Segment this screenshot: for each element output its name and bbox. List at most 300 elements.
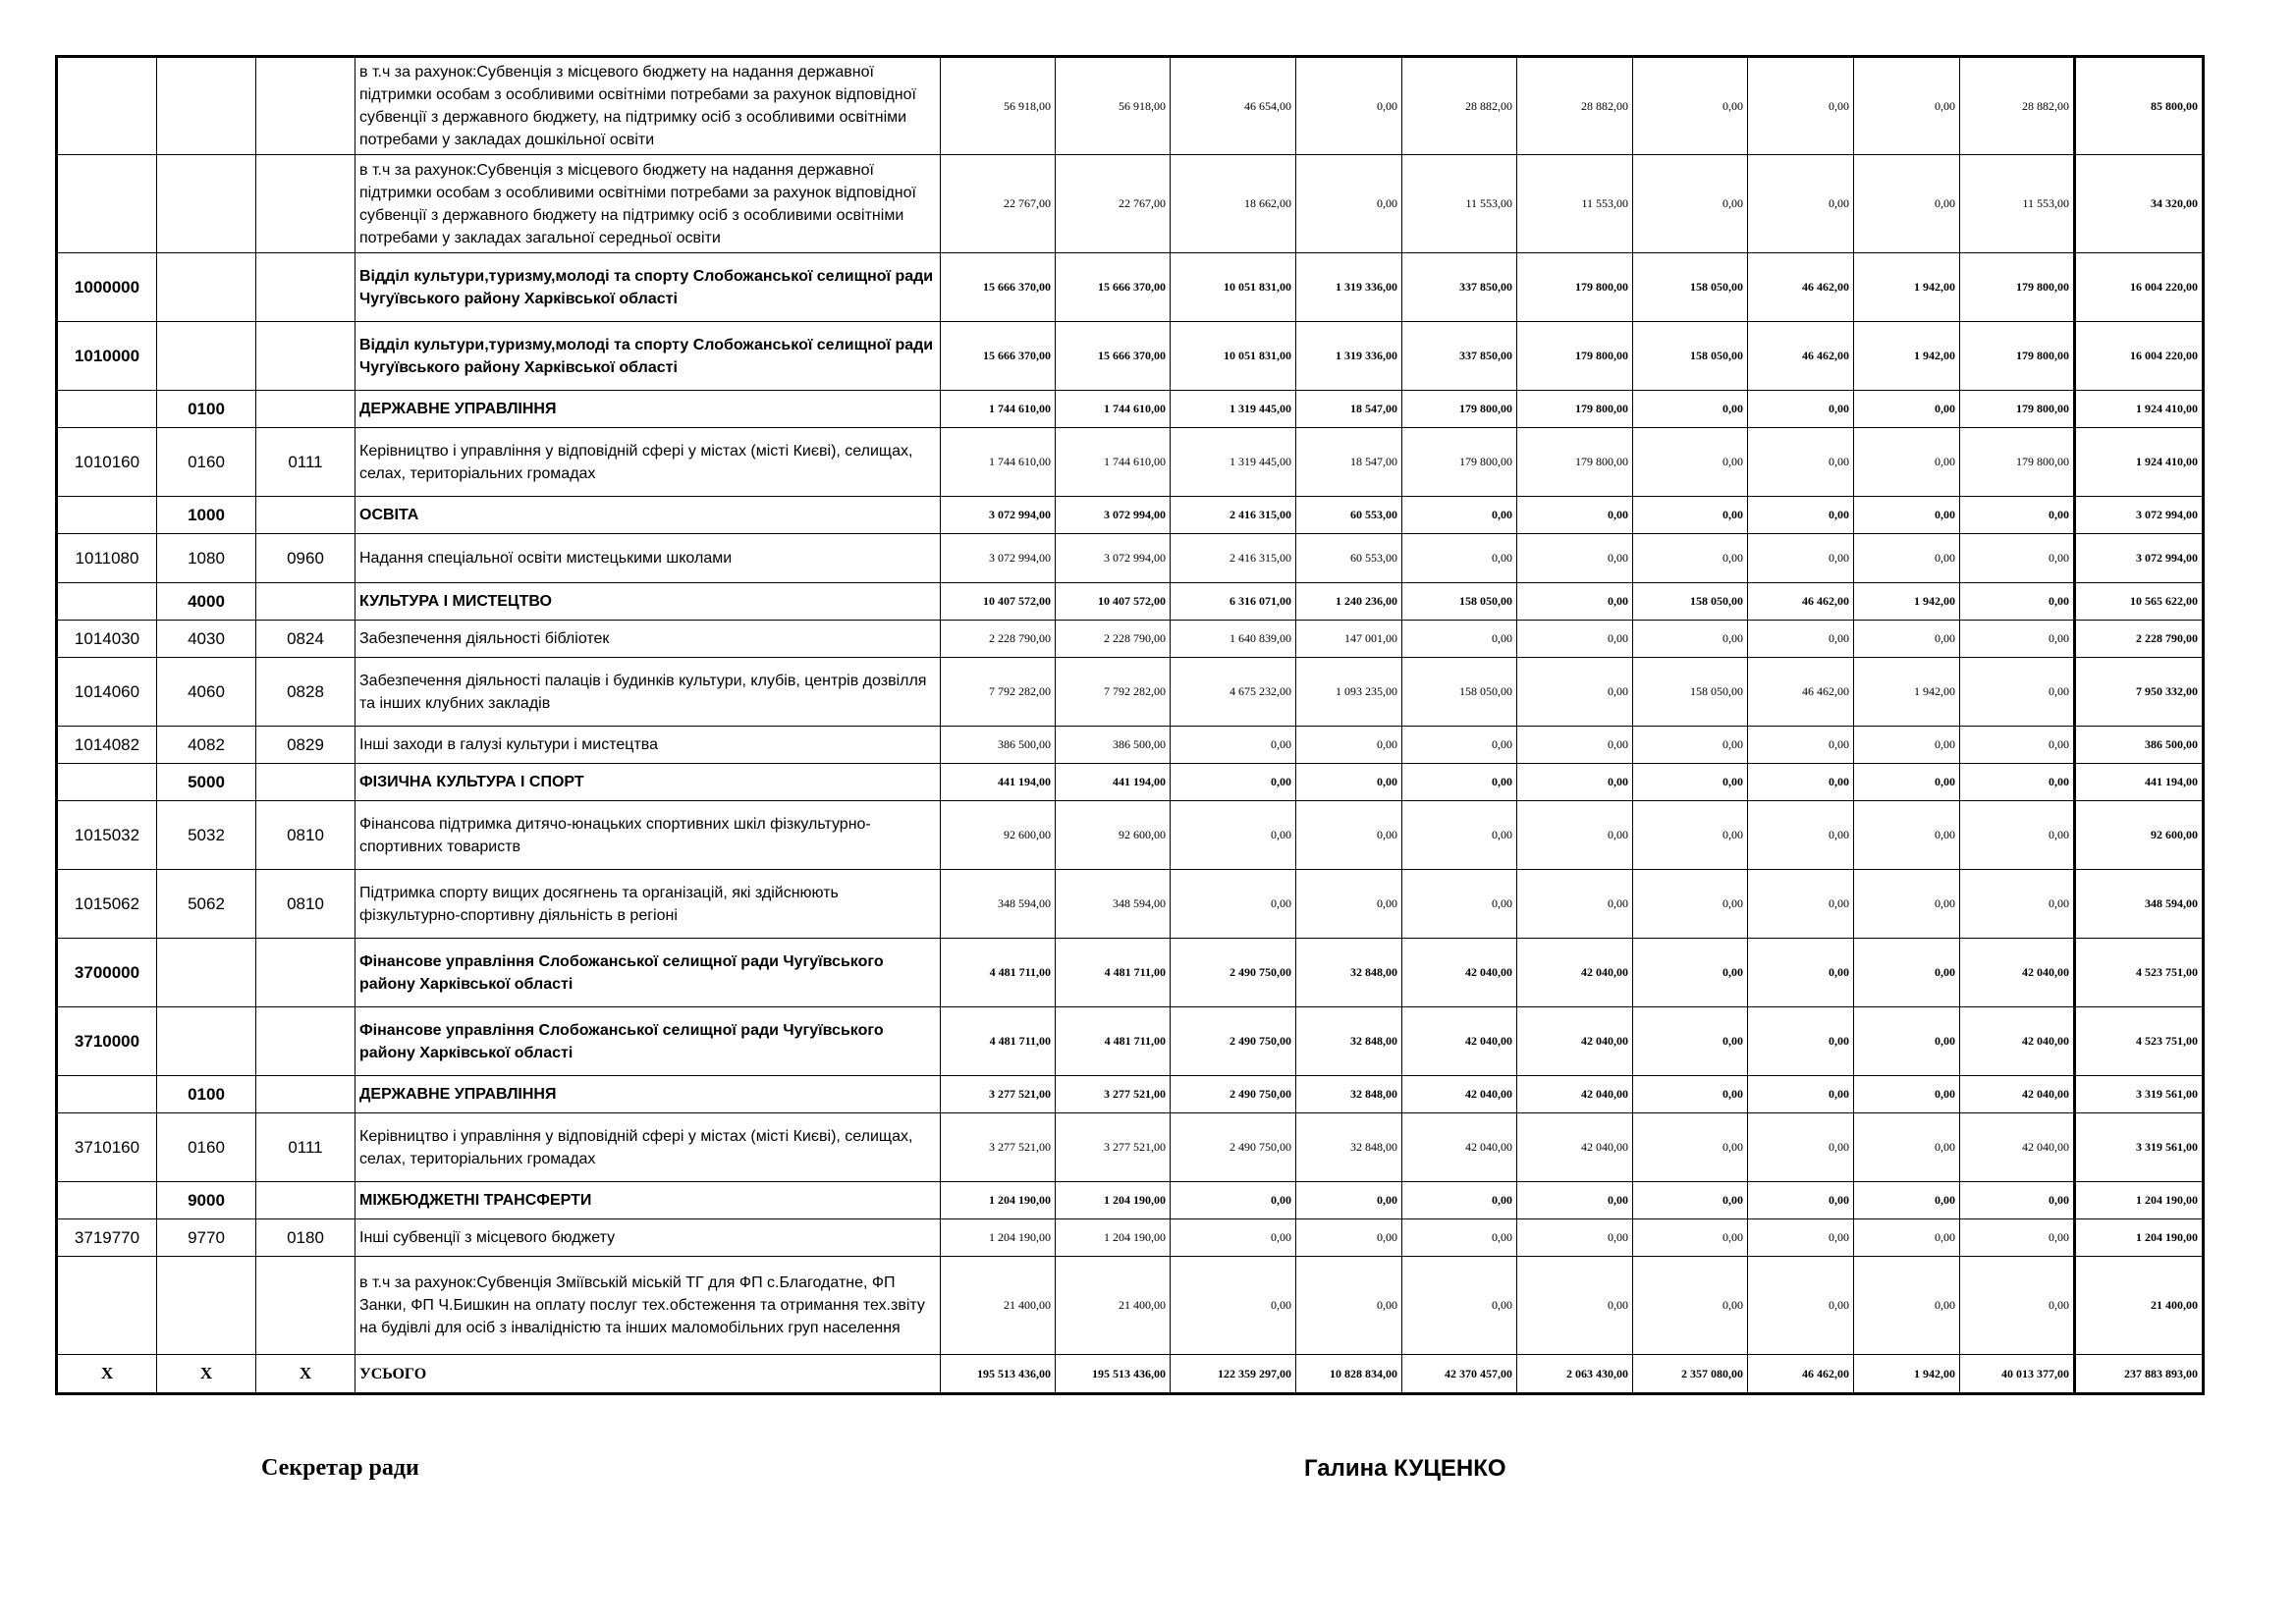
amount-cell: 0,00 (1748, 1182, 1854, 1219)
amount-cell: 42 040,00 (1517, 1113, 1633, 1182)
amount-cell: 0,00 (1402, 1257, 1517, 1355)
amount-cell: 0,00 (1402, 621, 1517, 658)
total-amount-cell: 3 319 561,00 (2075, 1113, 2204, 1182)
budget-program-code-cell: 9000 (157, 1182, 256, 1219)
budget-program-code-cell: 0160 (157, 1113, 256, 1182)
amount-cell: 0,00 (1960, 764, 2075, 801)
budget-program-code-cell: 1080 (157, 534, 256, 583)
total-amount-cell: 348 594,00 (2075, 870, 2204, 939)
amount-cell: 0,00 (1854, 1219, 1960, 1257)
budget-program-code-cell: 9770 (157, 1219, 256, 1257)
amount-cell: 56 918,00 (941, 57, 1056, 155)
functional-code-cell (256, 1007, 355, 1076)
total-amount-cell: 85 800,00 (2075, 57, 2204, 155)
amount-cell: 0,00 (1748, 801, 1854, 870)
amount-cell: 0,00 (1854, 1182, 1960, 1219)
amount-cell: 158 050,00 (1402, 658, 1517, 727)
amount-cell: 0,00 (1748, 1257, 1854, 1355)
amount-cell: 0,00 (1748, 428, 1854, 497)
program-name-cell: Забезпечення діяльності палаців і будинків культури, клубів, центрів дозвілля та інших клубних закладів (355, 658, 941, 727)
amount-cell: 4 481 711,00 (1056, 939, 1171, 1007)
amount-cell: 2 490 750,00 (1171, 1007, 1296, 1076)
amount-cell: 0,00 (1748, 727, 1854, 764)
budget-program-code-cell: 0100 (157, 391, 256, 428)
total-amount-cell: 441 194,00 (2075, 764, 2204, 801)
program-code-cell: 1015062 (57, 870, 157, 939)
amount-cell: 179 800,00 (1960, 428, 2075, 497)
program-code-cell (57, 391, 157, 428)
program-code-cell: 3710000 (57, 1007, 157, 1076)
amount-cell: 348 594,00 (1056, 870, 1171, 939)
amount-cell: 3 277 521,00 (1056, 1113, 1171, 1182)
table-row (57, 1355, 2204, 1394)
amount-cell: 2 416 315,00 (1171, 497, 1296, 534)
amount-cell: 10 051 831,00 (1171, 322, 1296, 391)
table-row (57, 870, 2204, 939)
table-row (57, 155, 2204, 253)
budget-program-code-cell: 4060 (157, 658, 256, 727)
amount-cell: 0,00 (1960, 658, 2075, 727)
amount-cell: 7 792 282,00 (941, 658, 1056, 727)
amount-cell: 0,00 (1748, 1113, 1854, 1182)
amount-cell: 32 848,00 (1296, 1007, 1402, 1076)
amount-cell: 0,00 (1748, 57, 1854, 155)
functional-code-cell: 0810 (256, 801, 355, 870)
table-row (57, 1219, 2204, 1257)
amount-cell: 179 800,00 (1402, 428, 1517, 497)
amount-cell: 42 040,00 (1960, 1076, 2075, 1113)
amount-cell: 195 513 436,00 (1056, 1355, 1171, 1394)
amount-cell: 0,00 (1296, 57, 1402, 155)
amount-cell: 56 918,00 (1056, 57, 1171, 155)
amount-cell: 0,00 (1960, 1219, 2075, 1257)
amount-cell: 0,00 (1171, 1219, 1296, 1257)
amount-cell: 1 942,00 (1854, 1355, 1960, 1394)
amount-cell: 0,00 (1296, 727, 1402, 764)
amount-cell: 4 481 711,00 (1056, 1007, 1171, 1076)
amount-cell: 1 744 610,00 (941, 391, 1056, 428)
amount-cell: 0,00 (1517, 621, 1633, 658)
amount-cell: 0,00 (1854, 764, 1960, 801)
budget-program-code-cell: X (157, 1355, 256, 1394)
amount-cell: 4 481 711,00 (941, 1007, 1056, 1076)
amount-cell: 3 072 994,00 (1056, 497, 1171, 534)
program-name-cell: Підтримка спорту вищих досягнень та організацій, які здійснюють фізкультурно-спортивну діяльність в регіоні (355, 870, 941, 939)
amount-cell: 1 204 190,00 (1056, 1182, 1171, 1219)
amount-cell: 0,00 (1960, 1182, 2075, 1219)
amount-cell: 2 228 790,00 (1056, 621, 1171, 658)
amount-cell: 2 063 430,00 (1517, 1355, 1633, 1394)
amount-cell: 0,00 (1402, 727, 1517, 764)
amount-cell: 0,00 (1854, 534, 1960, 583)
amount-cell: 4 481 711,00 (941, 939, 1056, 1007)
amount-cell: 0,00 (1171, 1257, 1296, 1355)
amount-cell: 179 800,00 (1960, 391, 2075, 428)
amount-cell: 3 072 994,00 (941, 534, 1056, 583)
amount-cell: 0,00 (1633, 534, 1748, 583)
amount-cell: 92 600,00 (1056, 801, 1171, 870)
signature-name: Галина КУЦЕНКО (1304, 1455, 1506, 1482)
total-amount-cell: 3 072 994,00 (2075, 534, 2204, 583)
program-name-cell: ОСВІТА (355, 497, 941, 534)
functional-code-cell: 0824 (256, 621, 355, 658)
amount-cell: 42 040,00 (1960, 1007, 2075, 1076)
total-amount-cell: 1 204 190,00 (2075, 1219, 2204, 1257)
program-name-cell: Відділ культури,туризму,молоді та спорту Слобожанської селищної ради Чугуївського району Харківської області (355, 322, 941, 391)
amount-cell: 15 666 370,00 (1056, 253, 1171, 322)
program-code-cell: 1010160 (57, 428, 157, 497)
program-code-cell: 3710160 (57, 1113, 157, 1182)
functional-code-cell: 0111 (256, 1113, 355, 1182)
amount-cell: 22 767,00 (941, 155, 1056, 253)
program-code-cell (57, 57, 157, 155)
amount-cell: 15 666 370,00 (1056, 322, 1171, 391)
table-row (57, 1007, 2204, 1076)
signature-position: Секретар ради (261, 1455, 419, 1481)
amount-cell: 1 204 190,00 (941, 1219, 1056, 1257)
amount-cell: 0,00 (1517, 1182, 1633, 1219)
amount-cell: 22 767,00 (1056, 155, 1171, 253)
amount-cell: 158 050,00 (1633, 583, 1748, 621)
amount-cell: 1 093 235,00 (1296, 658, 1402, 727)
amount-cell: 10 051 831,00 (1171, 253, 1296, 322)
functional-code-cell: 0960 (256, 534, 355, 583)
amount-cell: 42 370 457,00 (1402, 1355, 1517, 1394)
amount-cell: 0,00 (1633, 391, 1748, 428)
table-row (57, 801, 2204, 870)
amount-cell: 0,00 (1633, 727, 1748, 764)
amount-cell: 0,00 (1517, 727, 1633, 764)
table-row (57, 764, 2204, 801)
amount-cell: 0,00 (1171, 801, 1296, 870)
program-name-cell: в т.ч за рахунок:Субвенція з місцевого бюджету на надання державної підтримки особам з особливими освітніми потребами за рахунок відповідної субвенції з державного бюджету на підтримку осіб з особливими освітніми потребами у закладах загальної середньої освіти (355, 155, 941, 253)
amount-cell: 46 654,00 (1171, 57, 1296, 155)
total-amount-cell: 386 500,00 (2075, 727, 2204, 764)
amount-cell: 10 828 834,00 (1296, 1355, 1402, 1394)
amount-cell: 0,00 (1517, 583, 1633, 621)
amount-cell: 0,00 (1854, 1076, 1960, 1113)
budget-program-code-cell (157, 322, 256, 391)
amount-cell: 0,00 (1633, 939, 1748, 1007)
amount-cell: 0,00 (1402, 764, 1517, 801)
amount-cell: 42 040,00 (1517, 1007, 1633, 1076)
amount-cell: 0,00 (1517, 534, 1633, 583)
amount-cell: 0,00 (1748, 1219, 1854, 1257)
amount-cell: 0,00 (1402, 801, 1517, 870)
amount-cell: 1 204 190,00 (941, 1182, 1056, 1219)
amount-cell: 2 357 080,00 (1633, 1355, 1748, 1394)
amount-cell: 0,00 (1633, 57, 1748, 155)
amount-cell: 0,00 (1854, 939, 1960, 1007)
amount-cell: 0,00 (1748, 939, 1854, 1007)
budget-program-code-cell (157, 155, 256, 253)
amount-cell: 1 942,00 (1854, 322, 1960, 391)
program-code-cell: 1014082 (57, 727, 157, 764)
table-row (57, 534, 2204, 583)
functional-code-cell (256, 1182, 355, 1219)
amount-cell: 0,00 (1296, 155, 1402, 253)
amount-cell: 0,00 (1748, 764, 1854, 801)
amount-cell: 92 600,00 (941, 801, 1056, 870)
functional-code-cell: 0111 (256, 428, 355, 497)
program-name-cell: КУЛЬТУРА І МИСТЕЦТВО (355, 583, 941, 621)
amount-cell: 1 942,00 (1854, 253, 1960, 322)
total-amount-cell: 21 400,00 (2075, 1257, 2204, 1355)
program-name-cell: Інші заходи в галузі культури і мистецтва (355, 727, 941, 764)
functional-code-cell (256, 322, 355, 391)
amount-cell: 0,00 (1854, 727, 1960, 764)
amount-cell: 0,00 (1171, 764, 1296, 801)
amount-cell: 46 462,00 (1748, 322, 1854, 391)
amount-cell: 0,00 (1633, 621, 1748, 658)
amount-cell: 46 462,00 (1748, 658, 1854, 727)
amount-cell: 42 040,00 (1517, 939, 1633, 1007)
amount-cell: 0,00 (1517, 658, 1633, 727)
amount-cell: 179 800,00 (1960, 253, 2075, 322)
amount-cell: 2 228 790,00 (941, 621, 1056, 658)
amount-cell: 0,00 (1748, 497, 1854, 534)
table-row (57, 583, 2204, 621)
budget-program-code-cell: 1000 (157, 497, 256, 534)
amount-cell: 0,00 (1296, 1257, 1402, 1355)
budget-program-code-cell: 0100 (157, 1076, 256, 1113)
amount-cell: 0,00 (1296, 1219, 1402, 1257)
amount-cell: 1 319 445,00 (1171, 391, 1296, 428)
amount-cell: 0,00 (1854, 497, 1960, 534)
amount-cell: 0,00 (1402, 534, 1517, 583)
amount-cell: 0,00 (1633, 801, 1748, 870)
amount-cell: 0,00 (1296, 1182, 1402, 1219)
amount-cell: 0,00 (1402, 870, 1517, 939)
amount-cell: 0,00 (1960, 1257, 2075, 1355)
functional-code-cell (256, 155, 355, 253)
amount-cell: 42 040,00 (1517, 1076, 1633, 1113)
functional-code-cell (256, 1257, 355, 1355)
amount-cell: 0,00 (1402, 1182, 1517, 1219)
functional-code-cell (256, 57, 355, 155)
amount-cell: 0,00 (1296, 801, 1402, 870)
amount-cell: 0,00 (1296, 764, 1402, 801)
amount-cell: 441 194,00 (1056, 764, 1171, 801)
amount-cell: 46 462,00 (1748, 583, 1854, 621)
amount-cell: 0,00 (1633, 870, 1748, 939)
amount-cell: 0,00 (1854, 1113, 1960, 1182)
functional-code-cell (256, 1076, 355, 1113)
program-name-cell: Інші субвенції з місцевого бюджету (355, 1219, 941, 1257)
budget-table (55, 55, 2205, 1395)
program-name-cell: Фінансове управління Слобожанської селищної ради Чугуївського району Харківської області (355, 1007, 941, 1076)
program-name-cell: ДЕРЖАВНЕ УПРАВЛІННЯ (355, 391, 941, 428)
amount-cell: 0,00 (1517, 870, 1633, 939)
amount-cell: 42 040,00 (1402, 939, 1517, 1007)
amount-cell: 60 553,00 (1296, 534, 1402, 583)
amount-cell: 179 800,00 (1402, 391, 1517, 428)
total-amount-cell: 4 523 751,00 (2075, 1007, 2204, 1076)
amount-cell: 10 407 572,00 (1056, 583, 1171, 621)
amount-cell: 28 882,00 (1402, 57, 1517, 155)
total-amount-cell: 10 565 622,00 (2075, 583, 2204, 621)
amount-cell: 18 662,00 (1171, 155, 1296, 253)
amount-cell: 0,00 (1854, 391, 1960, 428)
total-amount-cell: 3 319 561,00 (2075, 1076, 2204, 1113)
amount-cell: 1 744 610,00 (1056, 391, 1171, 428)
amount-cell: 0,00 (1633, 155, 1748, 253)
amount-cell: 46 462,00 (1748, 253, 1854, 322)
program-name-cell: Фінансова підтримка дитячо-юнацьких спортивних шкіл фізкультурно-спортивних товариств (355, 801, 941, 870)
amount-cell: 1 319 445,00 (1171, 428, 1296, 497)
table-row (57, 1257, 2204, 1355)
amount-cell: 2 490 750,00 (1171, 1113, 1296, 1182)
amount-cell: 1 744 610,00 (1056, 428, 1171, 497)
amount-cell: 46 462,00 (1748, 1355, 1854, 1394)
amount-cell: 3 072 994,00 (941, 497, 1056, 534)
amount-cell: 2 490 750,00 (1171, 939, 1296, 1007)
amount-cell: 42 040,00 (1960, 939, 2075, 1007)
amount-cell: 179 800,00 (1960, 322, 2075, 391)
amount-cell: 3 277 521,00 (941, 1076, 1056, 1113)
functional-code-cell (256, 583, 355, 621)
amount-cell: 0,00 (1633, 764, 1748, 801)
table-row (57, 428, 2204, 497)
total-amount-cell: 1 924 410,00 (2075, 391, 2204, 428)
program-name-cell: в т.ч за рахунок:Субвенція з місцевого бюджету на надання державної підтримки особам з особливими освітніми потребами за рахунок відповідної субвенції з державного бюджету, на підтримку осіб з особливими освітніми потребами у закладах дошкільної освіти (355, 57, 941, 155)
functional-code-cell (256, 939, 355, 1007)
amount-cell: 386 500,00 (1056, 727, 1171, 764)
amount-cell: 0,00 (1960, 583, 2075, 621)
amount-cell: 0,00 (1960, 497, 2075, 534)
total-amount-cell: 92 600,00 (2075, 801, 2204, 870)
program-code-cell (57, 155, 157, 253)
program-code-cell: X (57, 1355, 157, 1394)
amount-cell: 32 848,00 (1296, 1076, 1402, 1113)
functional-code-cell: X (256, 1355, 355, 1394)
amount-cell: 386 500,00 (941, 727, 1056, 764)
program-code-cell: 1014030 (57, 621, 157, 658)
amount-cell: 0,00 (1748, 391, 1854, 428)
program-code-cell: 1010000 (57, 322, 157, 391)
amount-cell: 15 666 370,00 (941, 322, 1056, 391)
amount-cell: 0,00 (1517, 764, 1633, 801)
budget-program-code-cell: 5062 (157, 870, 256, 939)
amount-cell: 3 277 521,00 (1056, 1076, 1171, 1113)
table-row (57, 727, 2204, 764)
amount-cell: 42 040,00 (1402, 1076, 1517, 1113)
table-row (57, 658, 2204, 727)
program-code-cell (57, 583, 157, 621)
program-code-cell (57, 1257, 157, 1355)
table-row (57, 621, 2204, 658)
amount-cell: 179 800,00 (1517, 391, 1633, 428)
table-row (57, 1113, 2204, 1182)
program-code-cell: 1014060 (57, 658, 157, 727)
amount-cell: 0,00 (1960, 801, 2075, 870)
total-amount-cell: 34 320,00 (2075, 155, 2204, 253)
amount-cell: 441 194,00 (941, 764, 1056, 801)
program-code-cell (57, 764, 157, 801)
budget-program-code-cell: 5000 (157, 764, 256, 801)
program-name-cell: в т.ч за рахунок:Субвенція Зміївській міській ТГ для ФП с.Благодатне, ФП Занки, ФП Ч.Бишкин на оплату послуг тех.обстеження та отримання тех.звіту на будівлі для осіб з інвалідністю та інших маломобільних груп населення (355, 1257, 941, 1355)
functional-code-cell: 0829 (256, 727, 355, 764)
budget-program-code-cell (157, 939, 256, 1007)
amount-cell: 0,00 (1633, 1076, 1748, 1113)
amount-cell: 0,00 (1748, 155, 1854, 253)
program-code-cell (57, 1076, 157, 1113)
budget-program-code-cell: 4082 (157, 727, 256, 764)
amount-cell: 0,00 (1633, 1257, 1748, 1355)
program-code-cell: 1000000 (57, 253, 157, 322)
functional-code-cell (256, 253, 355, 322)
amount-cell: 0,00 (1748, 621, 1854, 658)
amount-cell: 2 490 750,00 (1171, 1076, 1296, 1113)
amount-cell: 0,00 (1402, 1219, 1517, 1257)
amount-cell: 0,00 (1854, 57, 1960, 155)
budget-program-code-cell (157, 1257, 256, 1355)
amount-cell: 0,00 (1171, 870, 1296, 939)
amount-cell: 0,00 (1854, 621, 1960, 658)
amount-cell: 179 800,00 (1517, 322, 1633, 391)
table-row (57, 1076, 2204, 1113)
budget-program-code-cell: 4030 (157, 621, 256, 658)
amount-cell: 21 400,00 (941, 1257, 1056, 1355)
budget-program-code-cell (157, 1007, 256, 1076)
amount-cell: 1 640 839,00 (1171, 621, 1296, 658)
amount-cell: 0,00 (1171, 1182, 1296, 1219)
program-name-cell: МІЖБЮДЖЕТНІ ТРАНСФЕРТИ (355, 1182, 941, 1219)
amount-cell: 122 359 297,00 (1171, 1355, 1296, 1394)
amount-cell: 0,00 (1633, 1219, 1748, 1257)
amount-cell: 18 547,00 (1296, 391, 1402, 428)
amount-cell: 0,00 (1854, 870, 1960, 939)
functional-code-cell (256, 764, 355, 801)
amount-cell: 179 800,00 (1517, 253, 1633, 322)
program-name-cell: Керівництво і управління у відповідній сфері у містах (місті Києві), селищах, селах, територіальних громадах (355, 428, 941, 497)
amount-cell: 0,00 (1748, 534, 1854, 583)
amount-cell: 348 594,00 (941, 870, 1056, 939)
amount-cell: 0,00 (1748, 1076, 1854, 1113)
amount-cell: 10 407 572,00 (941, 583, 1056, 621)
program-name-cell: Надання спеціальної освіти мистецькими школами (355, 534, 941, 583)
amount-cell: 0,00 (1960, 621, 2075, 658)
table-row (57, 497, 2204, 534)
amount-cell: 1 942,00 (1854, 583, 1960, 621)
amount-cell: 0,00 (1854, 428, 1960, 497)
amount-cell: 0,00 (1960, 870, 2075, 939)
functional-code-cell: 0828 (256, 658, 355, 727)
table-row (57, 391, 2204, 428)
functional-code-cell (256, 391, 355, 428)
amount-cell: 195 513 436,00 (941, 1355, 1056, 1394)
amount-cell: 158 050,00 (1633, 322, 1748, 391)
total-amount-cell: 4 523 751,00 (2075, 939, 2204, 1007)
budget-program-code-cell: 0160 (157, 428, 256, 497)
total-amount-cell: 3 072 994,00 (2075, 497, 2204, 534)
total-amount-cell: 1 924 410,00 (2075, 428, 2204, 497)
amount-cell: 18 547,00 (1296, 428, 1402, 497)
amount-cell: 0,00 (1748, 1007, 1854, 1076)
total-amount-cell: 1 204 190,00 (2075, 1182, 2204, 1219)
total-amount-cell: 7 950 332,00 (2075, 658, 2204, 727)
program-name-cell: Керівництво і управління у відповідній сфері у містах (місті Києві), селищах, селах, територіальних громадах (355, 1113, 941, 1182)
amount-cell: 158 050,00 (1402, 583, 1517, 621)
program-code-cell: 3719770 (57, 1219, 157, 1257)
table-row (57, 939, 2204, 1007)
program-name-cell: Фінансове управління Слобожанської селищної ради Чугуївського району Харківської області (355, 939, 941, 1007)
amount-cell: 32 848,00 (1296, 1113, 1402, 1182)
amount-cell: 337 850,00 (1402, 322, 1517, 391)
amount-cell: 179 800,00 (1517, 428, 1633, 497)
total-amount-cell: 16 004 220,00 (2075, 253, 2204, 322)
amount-cell: 158 050,00 (1633, 658, 1748, 727)
